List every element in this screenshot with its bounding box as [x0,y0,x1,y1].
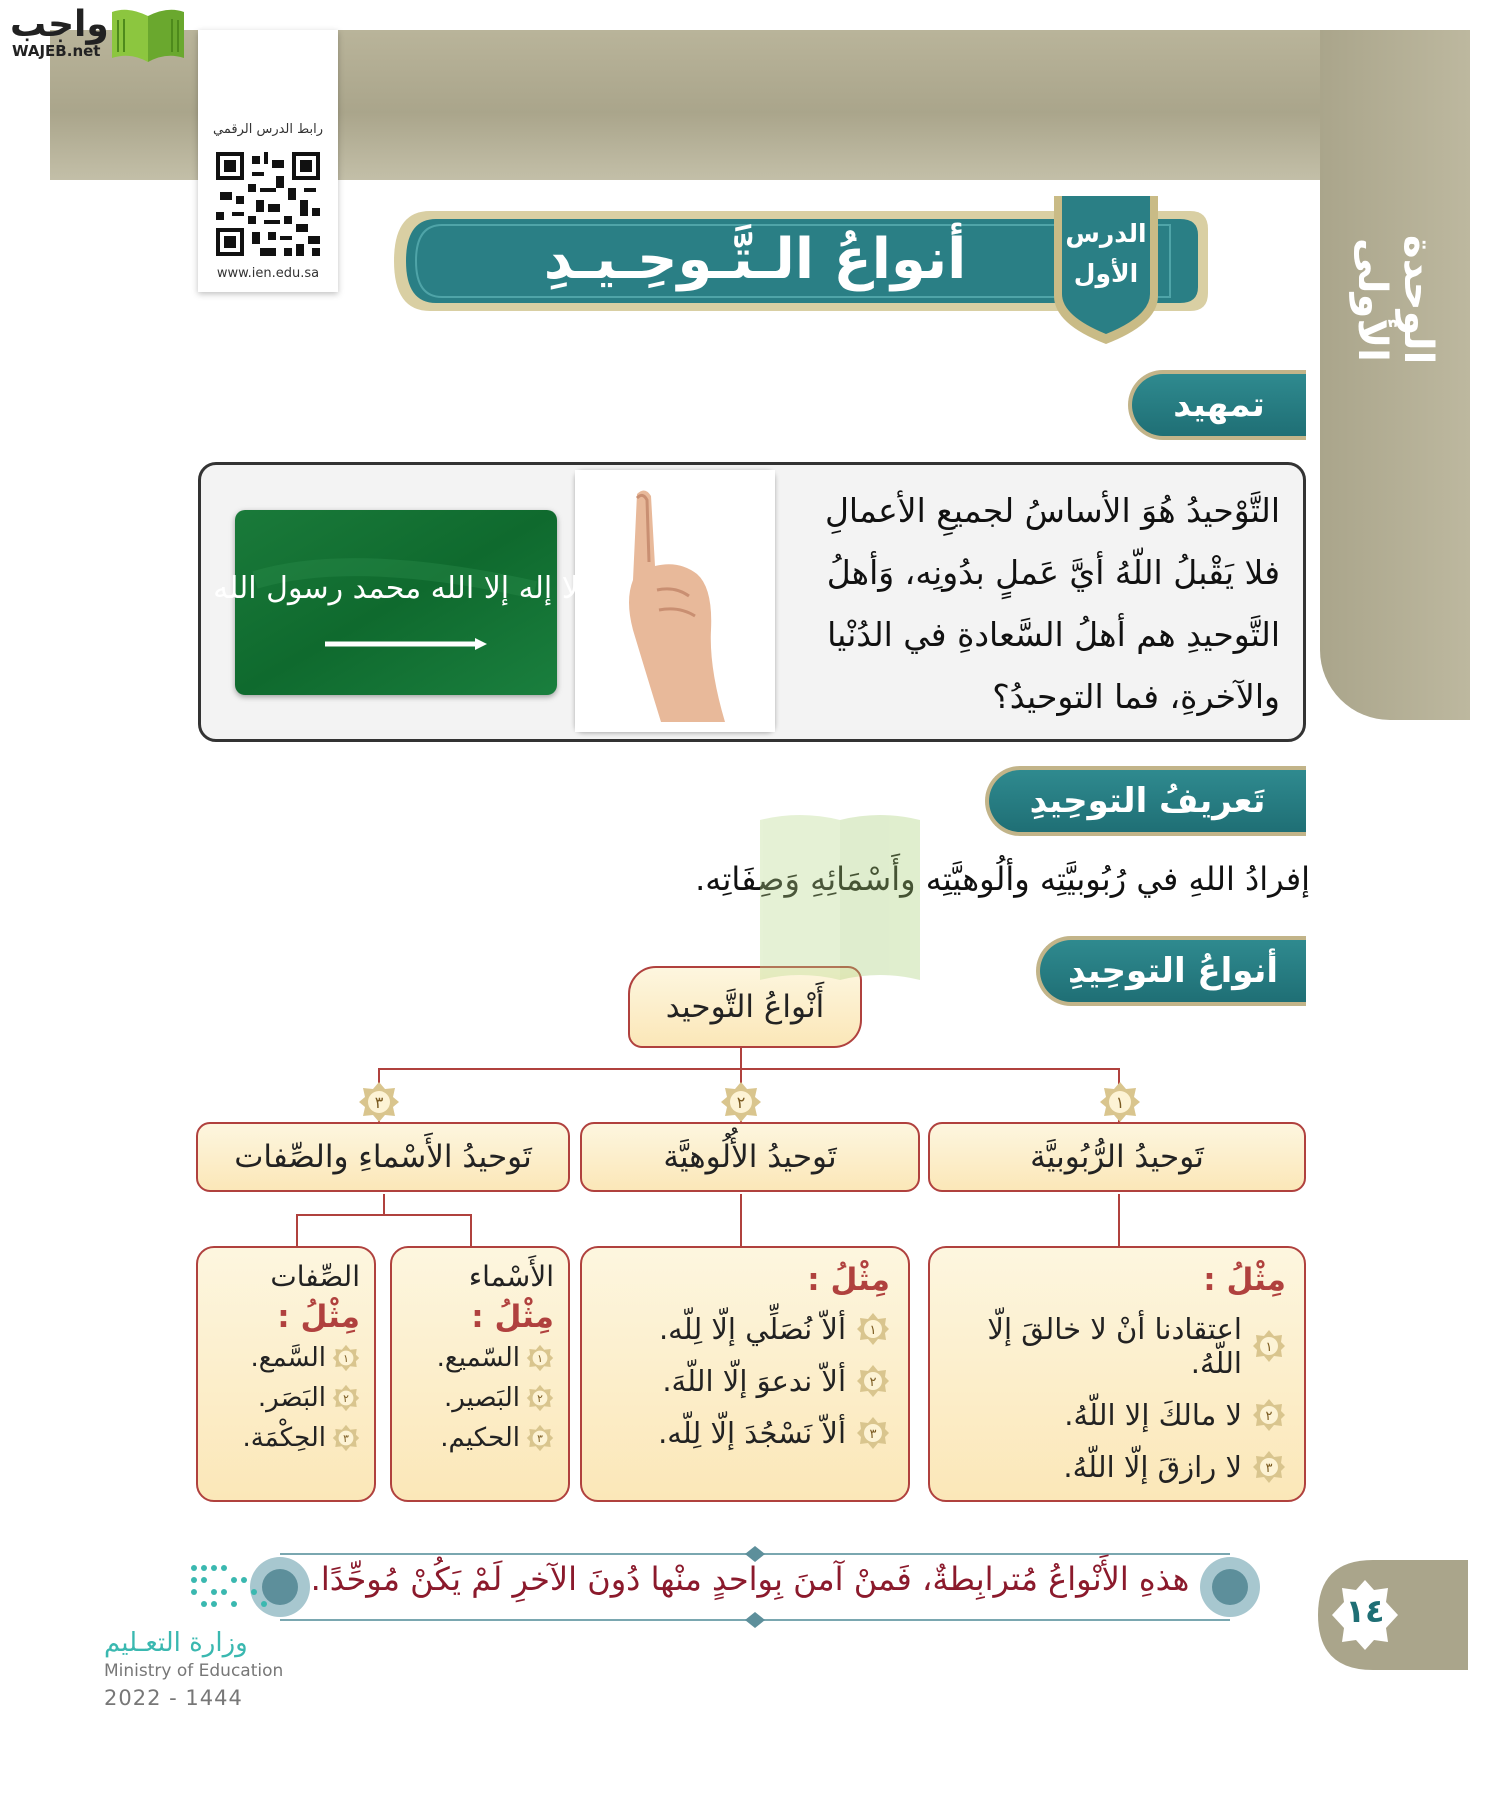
example-text: البَصَر. [257,1383,326,1413]
example-text: ألاّ ندعوَ إلّا اللّهَ. [662,1364,846,1398]
type3-number: ٣ [374,1093,384,1112]
number-badge-icon [526,1384,554,1412]
number-badge-icon [1252,1329,1286,1363]
examples-label: مِثْلُ : [471,1299,554,1335]
example-number: ٢ [343,1392,349,1406]
number-badge-icon [1252,1398,1286,1432]
example-item [600,1416,890,1450]
example-number: ٢ [869,1375,877,1390]
diagram-root: أَنْواعُ التَّوحيد [628,966,862,1048]
example-item [406,1383,554,1413]
qr-label: رابط الدرس الرقمي [213,122,323,137]
attributes-title: الصِّفات [270,1260,360,1293]
example-item [948,1312,1286,1380]
flag-shahada: لا إله إلا الله محمد رسول الله [213,571,579,606]
example-text: السَّمع. [250,1343,326,1373]
lesson-tab-label [1050,214,1162,294]
examples-label: مِثْلُ : [1203,1262,1286,1298]
connector-names [470,1214,472,1246]
number-badge-icon [332,1384,360,1412]
example-item [948,1450,1286,1484]
lesson-tab-line1: الدرس [1065,219,1147,248]
saudi-flag-image [213,510,579,695]
example-item [948,1398,1286,1432]
example-number: ٢ [537,1392,543,1406]
number-badge-icon [856,1312,890,1346]
type1-number-badge [1098,1080,1142,1124]
example-number: ١ [537,1352,543,1366]
watermark-logo-icon [500,810,1000,990]
ministry-name-english: Ministry of Education [104,1661,284,1681]
ministry-logo-icon [186,1560,276,1620]
example-number: ٣ [343,1432,349,1446]
example-text: لا رازقَ إلّا اللّهُ. [1063,1450,1242,1484]
number-badge-icon [332,1344,360,1372]
example-text: الحكيم. [440,1423,520,1453]
example-number: ٣ [869,1427,877,1442]
examples-attributes [196,1246,376,1502]
connector-type3-split [296,1214,472,1216]
examples-rububiyyah [928,1246,1306,1502]
example-number: ٣ [1265,1461,1273,1476]
example-text: ألاّ نَسْجُدَ إلّا لِلّه. [658,1416,846,1450]
type1-number: ١ [1115,1093,1125,1112]
example-text: البَصير. [444,1383,520,1413]
type-title-rububiyyah: تَوحيدُ الرُّبُوبيَّة [928,1122,1306,1192]
example-item [600,1364,890,1398]
example-number: ١ [869,1323,877,1338]
diagram-top-connector [378,1068,1120,1070]
number-badge-icon [856,1364,890,1398]
unit-label: الوحدة الأولى [1349,235,1441,365]
qr-code-icon[interactable] [212,148,324,260]
examples-label: مِثْلُ : [277,1299,360,1335]
number-badge-icon [332,1424,360,1452]
example-text: لا مالكَ إلا اللّهُ. [1064,1398,1242,1432]
example-text: السّميع. [436,1343,520,1373]
page-number: ١٤ [1345,1592,1385,1630]
example-text: الحِكْمَة. [242,1423,326,1453]
examples-names [390,1246,570,1502]
section-header-definition: تَعريفُ التوحِيدِ [985,766,1306,836]
logo-arabic: واجب [10,4,109,45]
example-item [212,1383,360,1413]
definition-text: إفرادُ اللهِ في رُبُوبيَّتِه وألُوهيَّتِه وأَسْمَائِهِ وَصِفَاتِه. [695,860,1310,898]
lesson-title: أنواعُ الـتَّـوحِـيـدِ [543,227,967,292]
example-number: ١ [343,1352,349,1366]
type-title-names-attributes: تَوحيدُ الأَسْماءِ والصِّفات [196,1122,570,1192]
names-title: الأَسْماء [468,1260,554,1293]
type2-number-badge [719,1080,763,1124]
connector-type2-examples [740,1194,742,1246]
example-item [406,1343,554,1373]
examples-uluhiyyah [580,1246,910,1502]
logo-latin: WAJEB.net [12,42,101,60]
examples-label: مِثْلُ : [807,1262,890,1298]
ministry-name-arabic: وزارة التعـليم [104,1628,248,1658]
edition-year: 2022 - 1444 [104,1686,243,1710]
type2-number: ٢ [736,1093,746,1112]
example-item [212,1423,360,1453]
footer-note: هذهِ الأَنْواعُ مُترابِطةٌ، فَمنْ آمنَ بِواحدٍ منْها دُونَ الآخرِ لَمْ يَكُنْ مُوحِّدًا. [310,1560,1190,1598]
intro-text: التَّوْحيدُ هُوَ الأساسُ لجميعِ الأعمالِ فلا يَقْبلُ اللّهُ أيَّ عَملٍ بدُونِه، وَأهلُ التَّوحيدِ هم أهلُ السَّعادةِ في الدُنْيا والآخرةِ، فما التوحيدُ؟ [824,491,1280,716]
number-badge-icon [526,1344,554,1372]
connector-type1-examples [1118,1194,1120,1246]
example-item [406,1423,554,1453]
connector-type3-down [383,1194,385,1214]
example-text: ألاّ نُصَلِّي إلّا لِلّه. [658,1312,846,1346]
qr-url[interactable]: www.ien.edu.sa [216,266,320,281]
number-badge-icon [856,1416,890,1450]
example-number: ٣ [537,1432,543,1446]
section-header-types: أنواعُ التوحِيدِ [1036,936,1306,1006]
raised-finger-image [575,470,775,732]
diagram-root-connector [740,1046,742,1068]
lesson-tab-line2: الأول [1073,259,1139,288]
example-item [600,1312,890,1346]
qr-card[interactable] [198,30,338,292]
type-title-uluhiyyah: تَوحيدُ الأُلُوهيَّة [580,1122,920,1192]
example-text: اعتقادنا أنْ لا خالقَ إلّا اللّهُ. [987,1312,1242,1380]
number-badge-icon [1252,1450,1286,1484]
book-logo-icon [108,6,188,64]
type3-number-badge [357,1080,401,1124]
connector-attributes [296,1214,298,1246]
section-header-intro: تمهيد [1128,370,1306,440]
example-item [212,1343,360,1373]
example-number: ٢ [1265,1409,1273,1424]
number-badge-icon [526,1424,554,1452]
example-number: ١ [1265,1340,1273,1355]
